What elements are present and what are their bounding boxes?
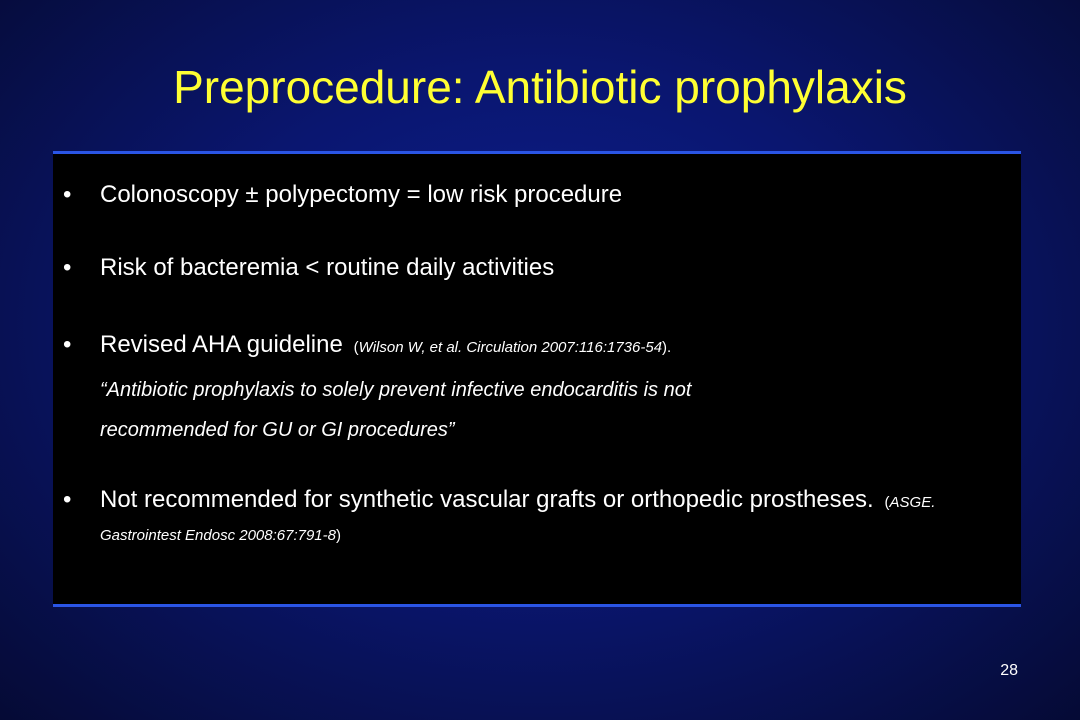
citation-close: ). [662,339,672,356]
bullet-text: Not recommended for synthetic vascular grafts or orthopedic prostheses. [100,486,874,513]
citation-close: ) [336,527,341,544]
bullet-icon: • [63,254,72,281]
bullet-icon: • [63,181,72,208]
citation-text: ASGE. Gastrointest Endosc 2008:67:791-8 [100,494,936,544]
bullet-text: Colonoscopy ± polypectomy = low risk procedure [100,181,623,208]
citation [350,339,672,356]
quote-line-1: “Antibiotic prophylaxis to solely prevent infective endocarditis is not [100,379,692,401]
bullet-item-colonoscopy [63,180,622,210]
citation-open: ( [353,339,359,356]
bullet-text: Revised AHA guideline [100,331,343,358]
bullet-item-bacteremia [63,253,554,283]
content-box [53,151,1021,607]
citation-text: Wilson W, et al. Circulation 2007:116:1736-54 [358,339,663,356]
bullet-text: Risk of bacteremia < routine daily activities [100,254,555,281]
bullet-item-aha-guideline [63,330,671,363]
slide-title: Preprocedure: Antibiotic prophylaxis [173,61,907,113]
page-number: 28 [1000,662,1018,679]
bullet-item-not-recommended [63,485,983,551]
citation-open: ( [884,494,890,511]
quote-line-2: recommended for GU or GI procedures” [100,419,455,441]
bullet-icon: • [63,331,72,358]
bullet-icon: • [63,486,72,513]
guideline-quote [100,370,920,450]
